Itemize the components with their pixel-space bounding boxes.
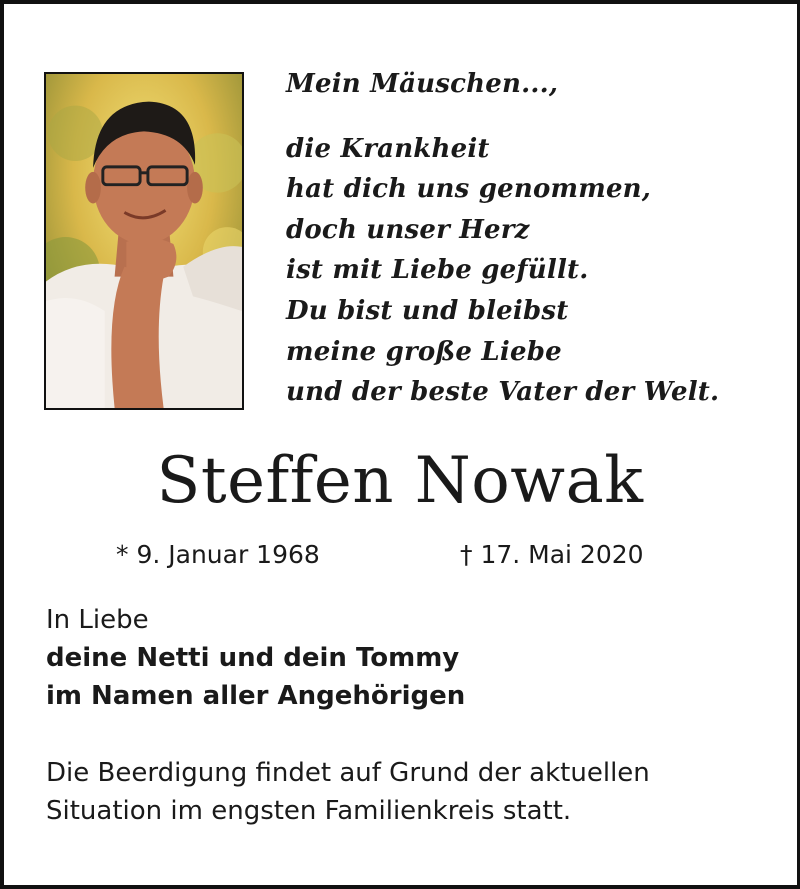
- closing-on-behalf: im Namen aller Angehörigen: [46, 681, 466, 711]
- closing-signers: deine Netti und dein Tommy: [46, 643, 460, 673]
- poem: [286, 64, 786, 413]
- poem-line: ist mit Liebe gefüllt.: [286, 255, 589, 286]
- poem-line: hat dich uns genommen,: [286, 174, 652, 205]
- closing-intro: In Liebe: [46, 605, 149, 635]
- birth-date: * 9. Januar 1968: [116, 540, 320, 569]
- poem-stanza-gap: [286, 105, 786, 129]
- poem-line: die Krankheit: [286, 133, 490, 164]
- portrait-image: [46, 74, 242, 408]
- deceased-name: Steffen Nowak: [156, 444, 644, 518]
- funeral-notice: [46, 754, 650, 830]
- poem-line: doch unser Herz: [286, 214, 530, 245]
- funeral-notice-line: Die Beerdigung findet auf Grund der aktuellen: [46, 758, 650, 788]
- portrait-photo: [44, 72, 244, 410]
- funeral-notice-line: Situation im engsten Familienkreis statt.: [46, 796, 572, 826]
- closing-signature: [46, 601, 465, 715]
- death-date: † 17. Mai 2020: [460, 540, 644, 569]
- poem-line: Mein Mäuschen...,: [286, 69, 559, 99]
- poem-line: Du bist und bleibst: [286, 295, 569, 326]
- poem-line: und der beste Vater der Welt.: [286, 377, 720, 408]
- poem-line: meine große Liebe: [286, 336, 562, 367]
